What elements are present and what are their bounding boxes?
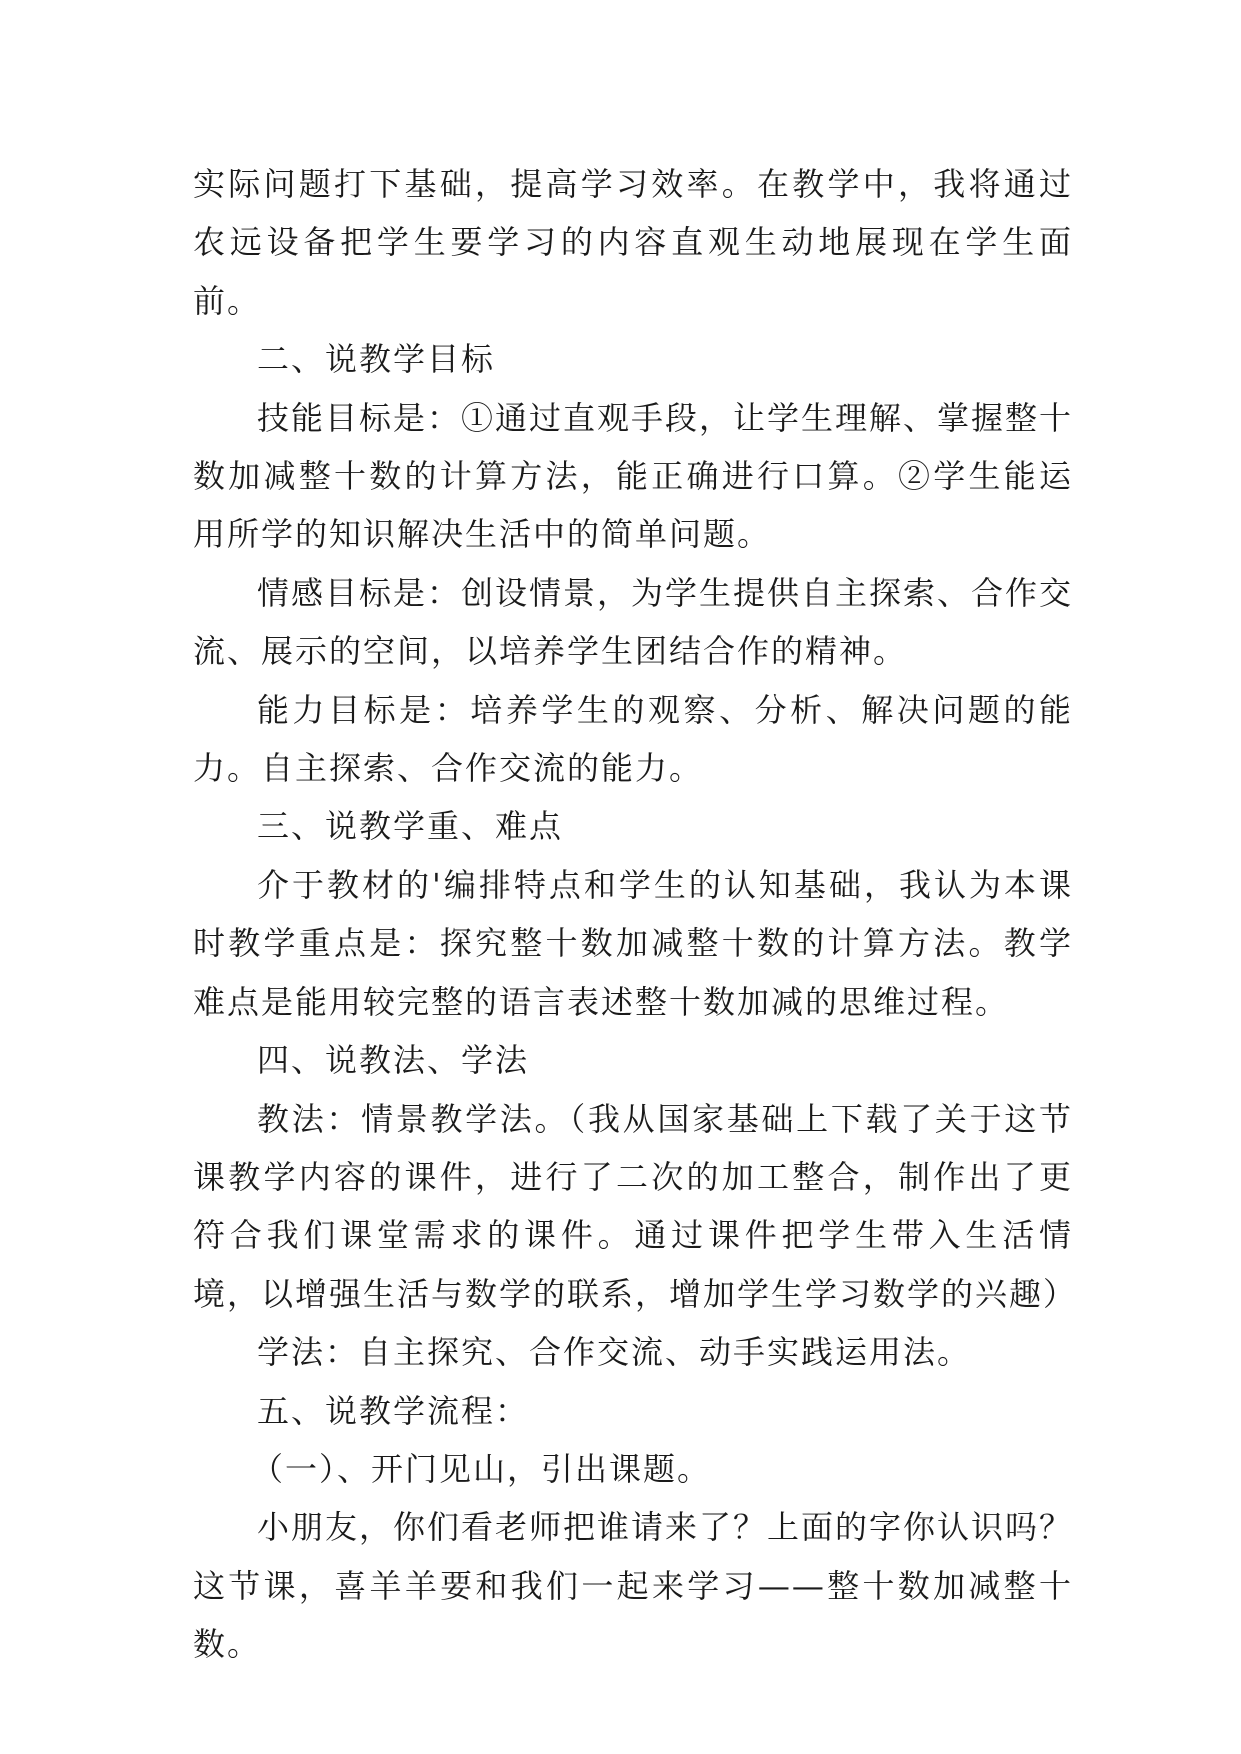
heading-teaching-goals: 二、说教学目标 <box>257 340 496 379</box>
paragraph-emotion-goal: 情感目标是：创设情景，为学生提供自主探索、合作交流、展示的空间，以培养学生团结合作的精神。 <box>193 573 1074 671</box>
paragraph-intro-continuation: 实际问题打下基础，提高学习效率。在教学中，我将通过农远设备把学生要学习的内容直观生动地展现在学生面前。 <box>193 165 1073 320</box>
paragraph-learning-method: 学法：自主探究、合作交流、动手实践运用法。 <box>257 1333 972 1372</box>
heading-methods: 四、说教法、学法 <box>257 1041 530 1080</box>
paragraph-step-one: 小朋友，你们看老师把谁请来了？上面的字你认识吗？这节课，喜羊羊要和我们一起来学习——整十数加减整十数。 <box>193 1508 1074 1664</box>
document-body <box>193 155 1078 1674</box>
paragraph-ability-goal: 能力目标是：培养学生的观察、分析、解决问题的能力。自主探索、合作交流的能力。 <box>193 690 1073 788</box>
paragraph-teaching-method: 教法：情景教学法。（我从国家基础上下载了关于这节课教学内容的课件，进行了二次的加工整合，制作出了更符合我们课堂需求的课件。通过课件把学生带入生活情境，以增强生活与数学的联系，增加学生学习数学的兴趣） <box>193 1099 1078 1313</box>
heading-teaching-process: 五、说教学流程： <box>257 1391 530 1430</box>
heading-step-one: （一）、开门见山，引出课题。 <box>251 1449 712 1488</box>
heading-key-points: 三、说教学重、难点 <box>257 807 564 846</box>
paragraph-skill-goal: 技能目标是：①通过直观手段，让学生理解、掌握整十数加减整十数的计算方法，能正确进行口算。②学生能运用所学的知识解决生活中的简单问题。 <box>193 398 1074 554</box>
paragraph-key-points: 介于教材的'编排特点和学生的认知基础，我认为本课时教学重点是：探究整十数加减整十数的计算方法。教学难点是能用较完整的语言表述整十数加减的思维过程。 <box>193 865 1073 1021</box>
